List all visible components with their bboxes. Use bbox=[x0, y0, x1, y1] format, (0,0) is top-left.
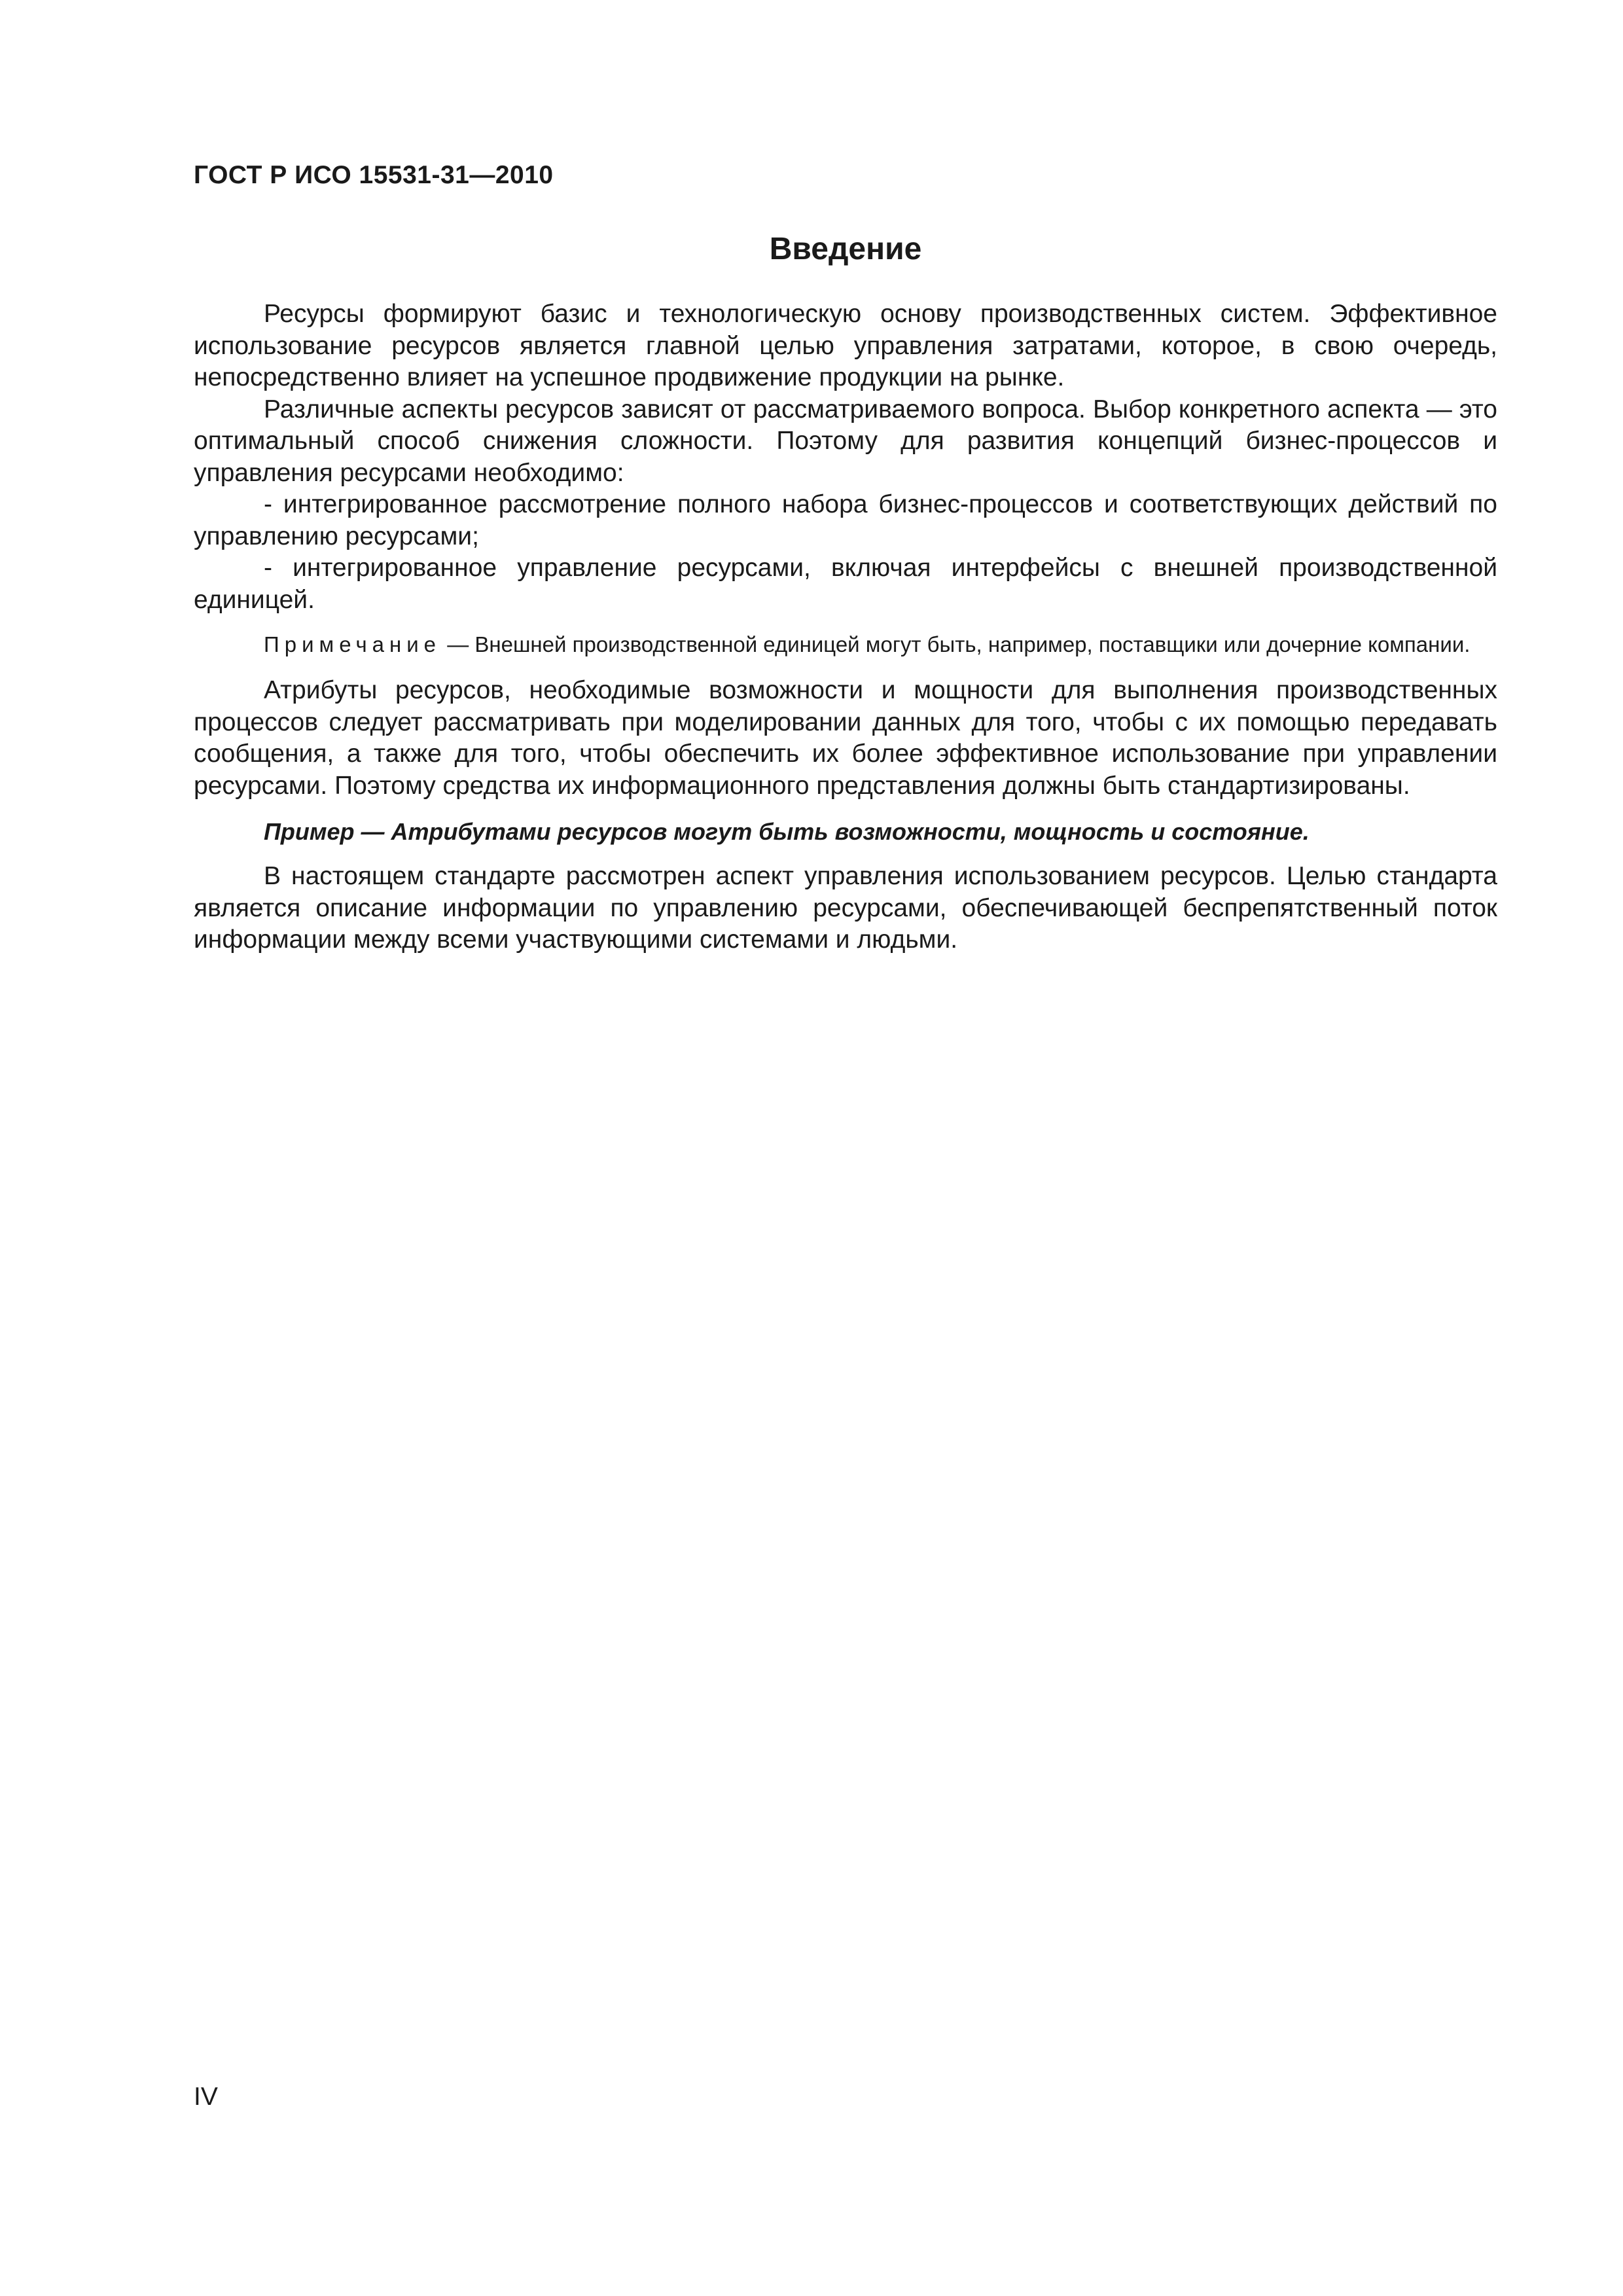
note bbox=[194, 630, 1497, 659]
document-header: ГОСТ Р ИСО 15531-31—2010 bbox=[194, 161, 554, 189]
section-title: Введение bbox=[769, 232, 922, 266]
note-text: — Внешней производственной единицей могут быть, например, поставщики или дочерние компании. bbox=[447, 632, 1471, 656]
paragraph-1: Ресурсы формируют базис и технологическую основу производственных систем. Эффективное использование ресурсов является главной целью управления затратами, которое, в свою очередь, непосредственно влияет на успешное продвижение продукции на рынке. bbox=[194, 300, 1497, 391]
list-item-2: - интегрированное управление ресурсами, включая интерфейсы с внешней производственной единицей. bbox=[194, 554, 1497, 614]
page-number: IV bbox=[194, 2083, 218, 2111]
document-body bbox=[194, 298, 1497, 956]
paragraph-3: Атрибуты ресурсов, необходимые возможности и мощности для выполнения производственных процессов следует рассматривать при моделировании данных для того, чтобы с их помощью передавать сообщения, а также для того, чтобы обеспечить их более эффективное использование при управлении ресурсами. Поэтому средства их информационного представления должны быть стандартизированы. bbox=[194, 676, 1497, 800]
paragraph-2: Различные аспекты ресурсов зависят от рассматриваемого вопроса. Выбор конкретного аспекта — это оптимальный способ снижения сложности. Поэтому для развития концепций бизнес-процессов и управления ресурсами необходимо: bbox=[194, 395, 1497, 487]
paragraph-4: В настоящем стандарте рассмотрен аспект управления использованием ресурсов. Целью стандарта является описание информации по управлению ресурсами, обеспечивающей беспрепятственный поток информации между всеми участвующими системами и людьми. bbox=[194, 862, 1497, 954]
list-item-1: - интегрированное рассмотрение полного набора бизнес-процессов и соответствующих действий по управлению ресурсами; bbox=[194, 490, 1497, 550]
example: Пример — Атрибутами ресурсов могут быть возможности, мощность и состояние. bbox=[264, 818, 1310, 845]
note-label: Примечание bbox=[264, 632, 442, 656]
